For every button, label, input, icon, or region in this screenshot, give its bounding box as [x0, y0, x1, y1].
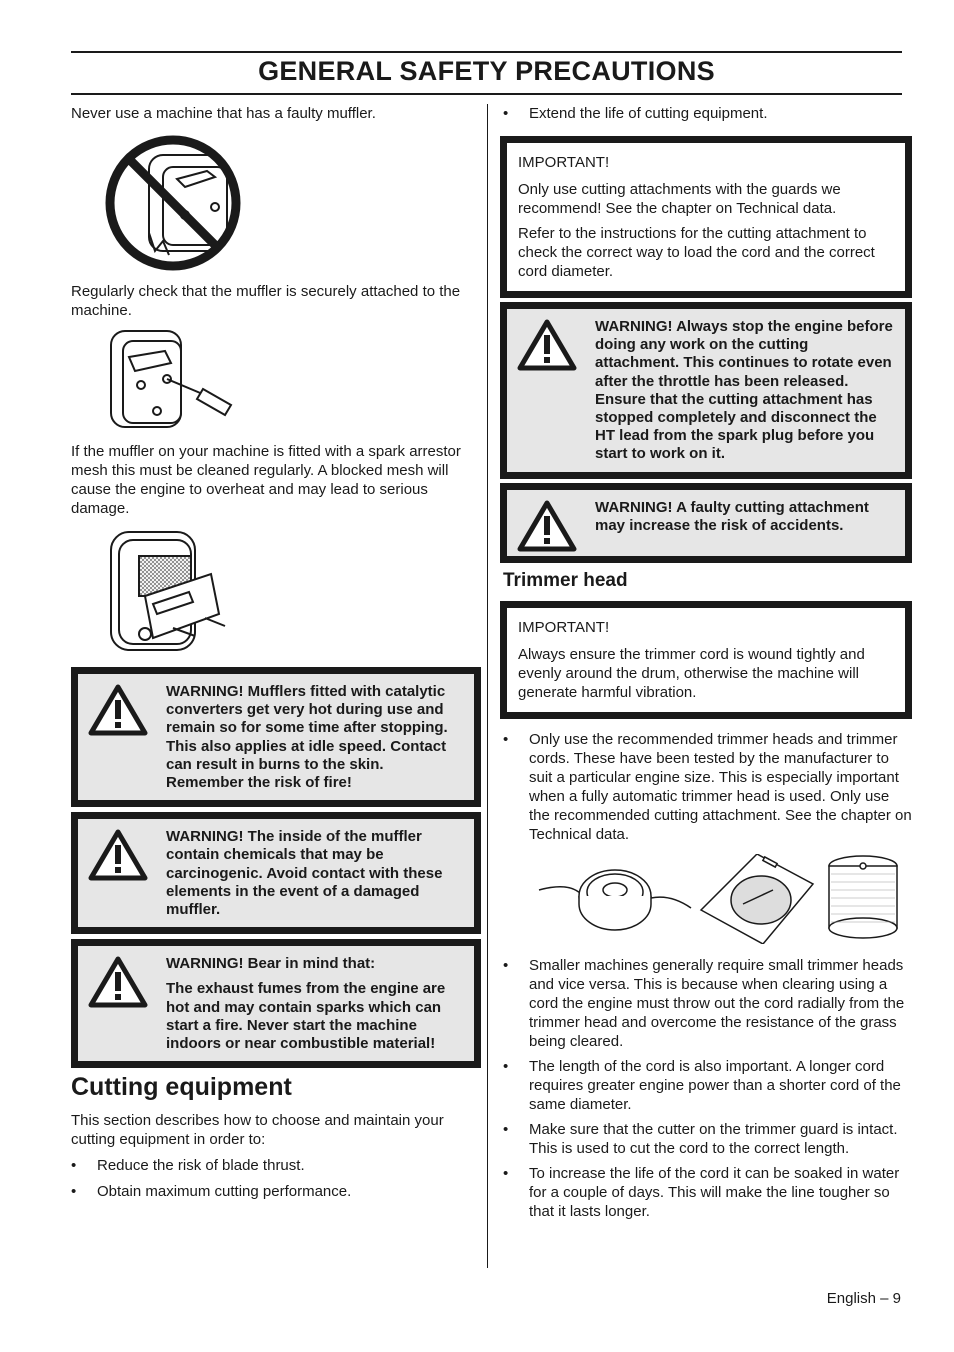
list-item	[71, 1156, 481, 1175]
bullet-dot: •	[503, 1164, 509, 1182]
paragraph-faulty-muffler: Never use a machine that has a faulty muffler.	[71, 105, 376, 122]
bullet-dot: •	[503, 105, 509, 122]
list-item	[500, 1057, 912, 1114]
list-item-text: Smaller machines generally require small trimmer heads and vice versa. This is because when clearing using a cord the engine must throw out the cord radially from the trimmer head and overcome the resistance of the grass being cleared.	[529, 956, 905, 1050]
list-item	[500, 1120, 912, 1158]
page-number: English – 9	[826, 1290, 901, 1307]
warning-box-faulty-attachment	[505, 488, 907, 558]
warning-text-exhaust: The exhaust fumes from the engine are hot and may contain sparks which can start a fire. Never start the machine indoors or near combustible material!	[166, 980, 446, 1053]
list-item-text: Extend the life of cutting equipment.	[529, 105, 768, 122]
warning-box-stop-engine	[505, 307, 907, 474]
bullet-dot: •	[503, 956, 509, 974]
muffler-screwdriver-illustration	[105, 327, 245, 435]
list-item	[500, 730, 912, 844]
warning-triangle-icon	[88, 684, 148, 736]
bullet-dot: •	[503, 1057, 509, 1075]
important-box-trimmer-cord	[505, 606, 907, 714]
column-divider	[487, 104, 488, 1268]
bullet-dot: •	[503, 730, 509, 748]
warning-triangle-icon	[517, 500, 577, 552]
right-column	[500, 104, 912, 1221]
list-item-text: Reduce the risk of blade thrust.	[97, 1157, 305, 1175]
trimmer-parts-illustration	[533, 854, 903, 944]
warning-text-catalytic: WARNING! Mufflers fitted with catalytic converters get very hot during use and remain so for some time after stopping. This also applies at idle speed. Contact can result in burns to the skin. Remember the risk of fire!	[166, 683, 448, 792]
list-item-text: The length of the cord is also important. A longer cord requires greater engine power than a shorter cord of the same diameter.	[529, 1057, 901, 1113]
warning-text-stop-engine: WARNING! Always stop the engine before doing any work on the cutting attachment. This continues to rotate even after the throttle has been released. Ensure that the cutting attachment has stopped completely and disconnect the HT lead from the spark plug before you start to work on it.	[595, 318, 893, 463]
paragraph-spark-arrestor: If the muffler on your machine is fitted with a spark arrestor mesh this must be cleaned regularly. A blocked mesh will cause the engine to overheat and may lead to serious damage.	[71, 443, 461, 517]
list-item-text: To increase the life of the cord it can be soaked in water for a couple of days. This will make the line tougher so that it lasts longer.	[529, 1164, 900, 1220]
important-label: IMPORTANT!	[518, 618, 610, 636]
important-text-cord: Refer to the instructions for the cutting attachment to check the correct way to load the cord and the correct cord diameter.	[518, 225, 875, 280]
list-item	[500, 104, 912, 123]
warning-title-exhaust: WARNING! Bear in mind that:	[166, 955, 376, 973]
warning-text-faulty-attachment: WARNING! A faulty cutting attachment may increase the risk of accidents.	[595, 498, 869, 534]
important-box-guards	[505, 141, 907, 293]
section-title-cutting-equipment: Cutting equipment	[71, 1073, 292, 1102]
header-rule-bottom	[71, 93, 902, 95]
list-item-text: Obtain maximum cutting performance.	[97, 1183, 352, 1201]
spark-arrestor-illustration	[105, 530, 245, 654]
important-text-trimmer-cord: Always ensure the trimmer cord is wound tightly and evenly around the drum, otherwise the machine will generate harmful vibration.	[518, 645, 865, 701]
warning-triangle-icon	[517, 319, 577, 371]
warning-text-carcinogenic: WARNING! The inside of the muffler contain chemicals that may be carcinogenic. Avoid contact with these elements in the event of a damaged muffler.	[166, 828, 443, 919]
bullet-dot: •	[71, 1157, 77, 1175]
important-text-guards: Only use cutting attachments with the guards we recommend! See the chapter on Technical data.	[518, 181, 841, 217]
important-label: IMPORTANT!	[518, 154, 610, 171]
list-item-text: Only use the recommended trimmer heads and trimmer cords. These have been tested by the manufacturer to suit a particular engine size. This is especially important when a fully automatic trimmer head is used. Only use the recommended cutting attachment. See the chapter on Technical data.	[529, 730, 912, 843]
subheading-trimmer-head: Trimmer head	[503, 569, 628, 591]
list-item-text: Make sure that the cutter on the trimmer guard is intact. This is used to cut the cord to the correct length.	[529, 1120, 898, 1157]
warning-triangle-icon	[88, 956, 148, 1008]
header-rule-top	[71, 51, 902, 53]
paragraph-muffler-attached: Regularly check that the muffler is securely attached to the machine.	[71, 283, 461, 319]
page-title: GENERAL SAFETY PRECAUTIONS	[258, 56, 715, 86]
paragraph-cutting-intro: This section describes how to choose and maintain your cutting equipment in order to:	[71, 1112, 444, 1149]
list-item	[500, 1164, 912, 1221]
list-item	[500, 956, 912, 1051]
left-column	[71, 104, 481, 1201]
list-item	[71, 1182, 481, 1201]
warning-box-catalytic	[76, 672, 476, 802]
warning-box-exhaust	[76, 944, 476, 1063]
prohibited-muffler-illustration	[105, 133, 285, 275]
bullet-dot: •	[71, 1183, 77, 1201]
warning-triangle-icon	[88, 829, 148, 881]
bullet-dot: •	[503, 1120, 509, 1138]
warning-box-carcinogenic	[76, 817, 476, 929]
